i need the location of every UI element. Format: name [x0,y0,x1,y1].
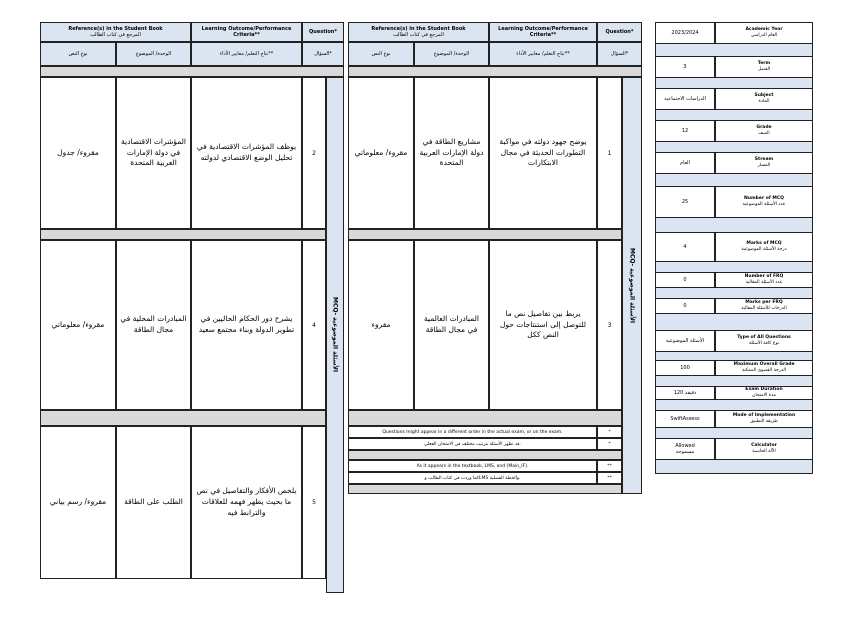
left-row-2-number [302,240,326,410]
left-row-2-topic [116,240,191,410]
mid-header-outcome-en: Learning Outcome/Performance Criteria** [498,25,588,38]
info-value-5 [655,152,715,174]
info-label-11 [715,360,813,376]
mid-header-unit-label: الوحدة/ الموضوع [433,50,470,57]
left-row-2-outcome [191,240,302,410]
info-label-5 [715,152,813,174]
left-row-3-topic-text: الطلب على الطاقة [124,497,183,507]
left-row-3-topic [116,426,191,579]
note-row-1-mark-text: * [608,429,611,435]
info-label-1 [715,22,813,44]
info-value-11 [655,360,715,376]
mid-header-question-en: Question* [605,28,634,35]
info-value-8 [655,272,715,288]
info-value-text-3: الدراسات الاجتماعية [664,96,706,102]
left-header-question-ar-label: السؤال* [314,50,332,57]
note-row-2-mark [597,438,622,450]
info-label-ar-13: طريقة التطبيق [750,419,778,424]
mid-row-1-outcome-text: يوضح جهود دولته في مواكبة التطورات الحديثة في مجال الابتكارات [499,136,587,168]
info-label-en-13: Mode of Implementation [732,412,796,418]
left-row-2-number-text: 4 [312,321,316,329]
mid-row-2-topic [414,240,489,410]
left-header-unit-label: الوحدة/ الموضوع [135,50,172,57]
mid-header-reference-ar: المرجع في كتاب الطالب [393,32,444,38]
left-row-1-outcome-text: يوظف المؤشرات الاقتصادية في تحليل الوضع الاقتصادي لدولته [196,142,297,162]
info-value-text-13: SwiftAssess [670,416,700,422]
note-bottom [348,484,622,494]
note-row-3 [348,460,597,472]
note-row-4 [348,472,597,484]
info-value-text-8: 0 [683,277,687,283]
info-label-2 [715,56,813,78]
left-header-outcome-en: Learning Outcome/Performance Criteria** [201,25,292,38]
mid-header-outcome-ar-label: نتاج التعلم/ معايير الأداء** [516,50,570,57]
left-header-unit [116,42,191,66]
info-label-ar-2: الفصل [757,67,771,72]
mid-separator-2 [348,410,622,426]
info-label-10 [715,330,813,352]
mid-row-2-number [597,240,622,410]
mid-row-2-outcome-text: يربط بين تفاصيل نص ما للتوصل إلى استنتاجات حول النص ككل [499,308,587,340]
mid-header-question [597,22,642,42]
note-row-1-text: Questions might appear in a different order in the actual exam, or on the exam. [382,429,563,435]
info-value-12 [655,386,715,400]
info-value-text-6: 25 [681,199,689,205]
note-row-1 [348,426,597,438]
mid-mcq-strip [622,77,642,494]
left-row-1-number-text: 2 [312,149,316,157]
mid-header-text-type [348,42,414,66]
mid-row-2-type [348,240,414,410]
info-value-7 [655,232,715,262]
info-label-ar-1: العام الدراسي [750,33,778,38]
info-label-ar-9: الدرجات للأسئلة المقالية [741,306,787,311]
left-row-3-number [302,426,326,579]
note-row-1-mark [597,426,622,438]
info-value-text-11: 100 [680,365,690,371]
info-label-ar-6: عدد الأسئلة الموضوعية [742,202,786,207]
info-label-en-11: Maximum Overall Grade [733,361,795,367]
left-row-3-number-text: 5 [312,499,316,506]
left-header-reference [40,22,191,42]
info-value-13 [655,410,715,428]
left-header-text-type-label: نوع النص [68,50,88,57]
mid-row-2-type-text: مقروء [371,319,391,329]
mid-header-outcome [489,22,597,42]
info-label-3 [715,88,813,110]
info-label-ar-12: مدة الامتحان [752,393,776,398]
info-label-en-6: Number of MCQ [744,195,784,201]
info-label-en-5: Stream [754,156,774,162]
info-label-ar-4: الصف [758,131,770,136]
info-label-ar-11: الدرجة القصوى الممكنة [742,368,786,373]
info-label-en-1: Academic Year [745,26,783,32]
mid-header-reference-en: Reference(s) in the Student Book [371,25,466,32]
mid-header-question-ar-label: السؤال* [610,50,629,57]
info-label-ar-10: نوع كافة الأسئلة [748,341,780,346]
mid-row-2-number-text: 3 [607,321,612,329]
mid-row-1-topic-text: مشاريع الطاقة في دولة الإمارات العربية المتحدة [419,136,484,168]
left-mcq-strip [326,77,344,593]
mid-header-outcome-ar [489,42,597,66]
left-row-1-topic [116,77,191,229]
left-separator-2 [40,410,326,426]
info-label-ar-7: درجة الأسئلة الموضوعية [741,247,787,252]
mid-row-1-number-text: 1 [607,149,612,157]
note-row-3-text: As it appears in the textbook, LMS, and (Main_IF). [416,463,529,469]
info-label-en-14: Calculator [751,442,777,448]
info-value-6 [655,186,715,218]
info-label-8 [715,272,813,288]
info-value-text-12: 120 دقيقة [673,390,697,396]
info-value-text-10: الأسئلة الموضوعية [665,338,705,344]
info-value-text-5: العام [680,160,690,166]
info-label-13 [715,410,813,428]
left-header-outcome [191,22,302,42]
mid-header-reference [348,22,489,42]
info-value-text-7: 4 [683,244,687,250]
left-row-3-outcome-text: يلخص الأفكار والتفاصيل في نص ما بحيث يظهر فهمه للعلاقات والترابط فيه [196,486,297,517]
left-header-outcome-ar [191,42,302,66]
mid-row-2-topic-text: المبادرات العالمية في مجال الطاقة [424,314,479,334]
left-row-3-type-text: مقروء/ رسم بياني [49,497,107,507]
info-label-7 [715,232,813,262]
left-row-1-number [302,77,326,229]
info-value-text-9: 0 [683,303,687,309]
info-value-4 [655,120,715,142]
left-header-question [302,22,344,42]
mid-row-1-type [348,77,414,229]
note-gap [348,450,622,460]
info-value-text-14: Allowed [675,443,695,449]
mid-gray-strip [348,66,642,77]
left-row-2-type [40,240,116,410]
left-header-question-ar [302,42,344,66]
info-label-en-2: Term [757,60,771,66]
info-label-en-10: Type of All Questions [737,334,791,340]
mid-row-2-outcome [489,240,597,410]
info-label-en-7: Marks of MCQ [746,240,782,246]
note-row-2 [348,438,597,450]
left-header-reference-en: Reference(s) in the Student Book [68,25,163,32]
note-row-4-text: كما وردت في كتاب الطالب وLMS والخطة الفصلية. [424,475,521,481]
left-row-1-type [40,77,116,229]
left-header-reference-ar: المرجع في كتاب الطالب [90,32,141,38]
info-label-ar-14: الآلة الحاسبة [752,449,776,454]
mid-mcq-label: MCQ- الأسئلة الموضوعية [628,247,636,324]
mid-row-1-type-text: مقروء/ معلوماتي [354,147,408,157]
mid-separator-1 [348,229,622,240]
info-value-text-4: 12 [681,128,689,134]
left-row-3-type [40,426,116,579]
left-separator-1 [40,229,326,240]
note-row-3-mark-text: ** [607,463,612,469]
mid-row-1-topic [414,77,489,229]
left-mcq-label: MCQ- الأسئلة الموضوعية [331,297,339,373]
mid-header-question-ar [597,42,642,66]
info-label-9 [715,298,813,314]
left-row-1-outcome [191,77,302,229]
note-row-2-text: قد تظهر الأسئلة بترتيب مختلف في الامتحان الفعلي. [424,441,521,447]
info-label-en-9: Marks per FRQ [745,299,783,305]
left-header-outcome-ar-label: نتاج التعلم/ معايير الأداء** [219,50,274,57]
left-row-2-type-text: مقروء/ معلوماتي [51,319,105,329]
info-value-14 [655,438,715,460]
info-value-10 [655,330,715,352]
note-row-3-mark [597,460,622,472]
info-value-9 [655,298,715,314]
left-header-question-en: Question* [309,28,337,35]
left-row-1-type-text: مقروء/ جدول [57,147,99,157]
note-row-4-mark-text: ** [607,475,612,481]
left-row-2-topic-text: المبادرات المحلية في مجال الطاقة [120,314,187,334]
info-label-4 [715,120,813,142]
left-row-2-outcome-text: يشرح دور الحكام الحاليين في تطوير الدولة وبناء مجتمع سعيد [198,314,295,334]
info-label-ar-8: عدد الأسئلة المقالية [745,280,783,285]
info-label-14 [715,438,813,460]
left-gray-strip [40,66,344,77]
note-row-2-mark-text: * [608,441,611,447]
info-label-ar-5: المسار [757,163,771,168]
mid-row-1-outcome [489,77,597,229]
note-row-4-mark [597,472,622,484]
info-value-text-2: 3 [683,64,687,70]
info-value-2 [655,56,715,78]
left-header-text-type [40,42,116,66]
info-label-en-3: Subject [754,92,774,98]
info-value-3 [655,88,715,110]
mid-header-unit [414,42,489,66]
info-value-1 [655,22,715,44]
info-label-ar-3: المادة [758,99,770,104]
info-label-en-12: Exam Duration [745,386,783,392]
left-row-1-topic-text: المؤشرات الاقتصادية في دولة الإمارات العربية المتحدة [121,136,186,168]
info-label-12 [715,386,813,400]
mid-row-1-number [597,77,622,229]
info-value-text-1: 2023/2024 [671,30,699,36]
info-value-ar-text-14: مسموحة [675,449,695,455]
left-row-3-outcome [191,426,302,579]
info-label-en-4: Grade [756,124,772,130]
info-label-6 [715,186,813,218]
mid-header-text-type-label: نوع النص [371,50,391,57]
info-label-en-8: Number of FRQ [744,273,784,279]
